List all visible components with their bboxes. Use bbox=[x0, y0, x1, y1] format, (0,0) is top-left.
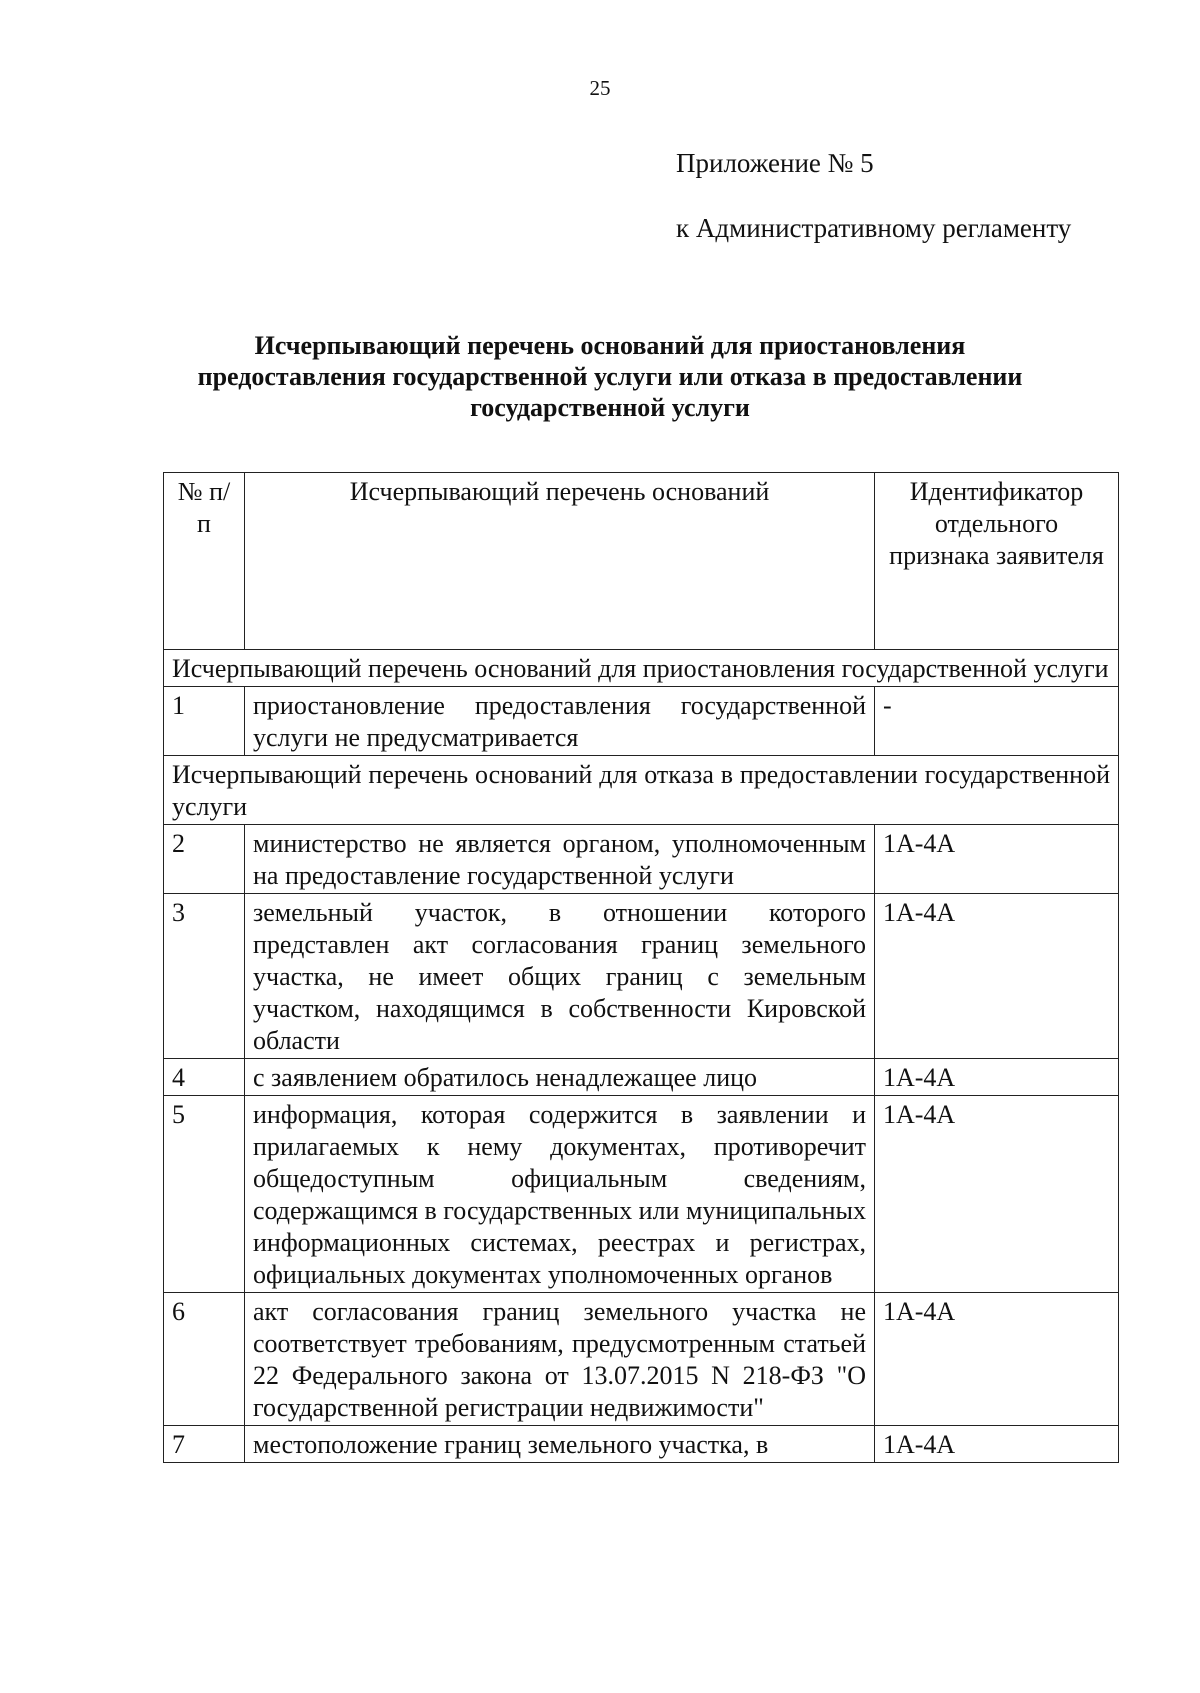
table-row bbox=[164, 825, 1119, 894]
title-line: государственной услуги bbox=[470, 393, 750, 422]
row-identifier: 1А-4А bbox=[875, 1293, 1119, 1426]
section-heading-suspension: Исчерпывающий перечень оснований для приостановления государственной услуги bbox=[164, 650, 1119, 687]
row-number: 2 bbox=[164, 825, 245, 894]
row-basis-text: земельный участок, в отношении которого представлен акт согласования границ земельного участка, не имеет общих границ с земельным участком, находящимся в собственности Кировской области bbox=[245, 894, 875, 1059]
table-row bbox=[164, 1293, 1119, 1426]
row-identifier: 1А-4А bbox=[875, 825, 1119, 894]
header-identifier: Идентификатор отдельного признака заявителя bbox=[875, 473, 1119, 650]
row-identifier: 1А-4А bbox=[875, 1426, 1119, 1463]
row-basis-text: министерство не является органом, уполномоченным на предоставление государственной услуги bbox=[245, 825, 875, 894]
appendix-reference: к Административному регламенту bbox=[676, 213, 1072, 243]
row-number: 6 bbox=[164, 1293, 245, 1426]
row-basis-text: акт согласования границ земельного участка не соответствует требованиям, предусмотренным статьей 22 Федерального закона от 13.07.2015 N 218-ФЗ "О государственной регистрации недвижимости" bbox=[245, 1293, 875, 1426]
row-number: 7 bbox=[164, 1426, 245, 1463]
header-number: № п/п bbox=[164, 473, 245, 650]
row-identifier: 1А-4А bbox=[875, 1059, 1119, 1096]
page-number: 25 bbox=[589, 76, 611, 100]
row-identifier: - bbox=[875, 687, 1119, 756]
section-heading-refusal: Исчерпывающий перечень оснований для отказа в предоставлении государственной услуги bbox=[164, 756, 1119, 825]
section-row-suspension bbox=[164, 650, 1119, 687]
grounds-table bbox=[163, 472, 1119, 1463]
title-line: Исчерпывающий перечень оснований для приостановления bbox=[254, 331, 966, 360]
table-row bbox=[164, 1096, 1119, 1293]
row-number: 3 bbox=[164, 894, 245, 1059]
row-number: 4 bbox=[164, 1059, 245, 1096]
table-header-row bbox=[164, 473, 1119, 650]
table-row bbox=[164, 687, 1119, 756]
row-number: 5 bbox=[164, 1096, 245, 1293]
appendix-number: Приложение № 5 bbox=[676, 148, 874, 178]
title-line: предоставления государственной услуги или отказа в предоставлении bbox=[197, 362, 1023, 391]
section-row-refusal bbox=[164, 756, 1119, 825]
header-basis: Исчерпывающий перечень оснований bbox=[245, 473, 875, 650]
row-identifier: 1А-4А bbox=[875, 1096, 1119, 1293]
document-title bbox=[170, 330, 1050, 423]
row-basis-text: приостановление предоставления государственной услуги не предусматривается bbox=[245, 687, 875, 756]
row-basis-text: местоположение границ земельного участка, в bbox=[245, 1426, 875, 1463]
table-row bbox=[164, 1059, 1119, 1096]
table-row bbox=[164, 894, 1119, 1059]
row-basis-text: информация, которая содержится в заявлении и прилагаемых к нему документах, противоречит общедоступным официальным сведениям, содержащимся в государственных или муниципальных информационных системах, реестрах и регистрах, официальных документах уполномоченных органов bbox=[245, 1096, 875, 1293]
row-number: 1 bbox=[164, 687, 245, 756]
table-row bbox=[164, 1426, 1119, 1463]
row-basis-text: с заявлением обратилось ненадлежащее лицо bbox=[245, 1059, 875, 1096]
row-identifier: 1А-4А bbox=[875, 894, 1119, 1059]
